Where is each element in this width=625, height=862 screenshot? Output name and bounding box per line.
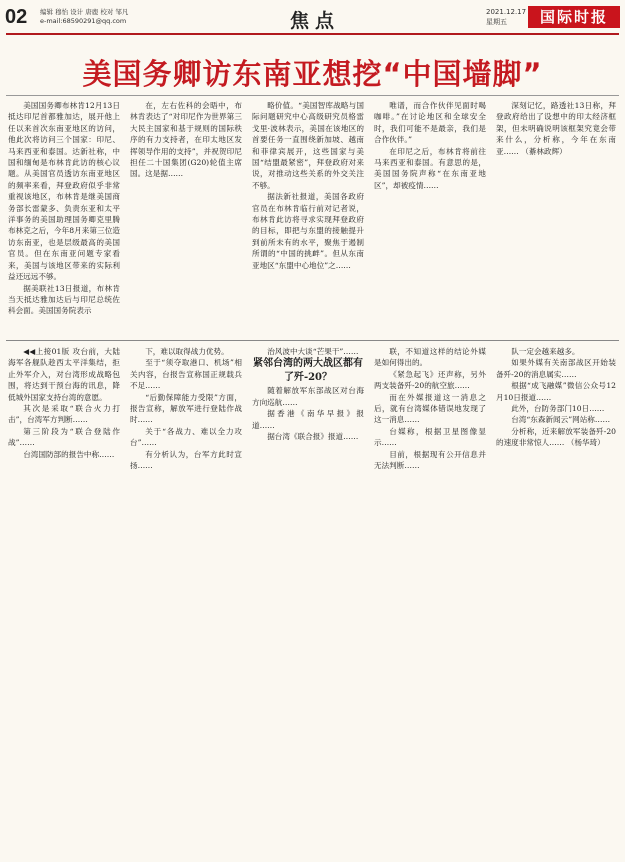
editor-line: 设计 唐鹿 bbox=[70, 8, 99, 16]
page-number: 02 bbox=[5, 6, 28, 28]
paragraph: “后勤保障能力受限”方面，报告宣称，解放军进行登陆作战时…… bbox=[130, 392, 242, 425]
paragraph: 深刻记忆，路透社13日称，拜登政府给出了设想中的印太经济框架，但未明确说明该框架究竟会带来什么，分析称，今年在东南亚…… （綦林政辉） bbox=[496, 101, 616, 156]
paragraph: 根据“成飞融媒”微信公众号12月10日报道…… bbox=[496, 381, 616, 402]
paragraph: 随着解放军东部战区对台海方向巡航…… bbox=[252, 386, 364, 407]
paragraph: 美国国务卿布林肯12月13日抵达印尼首都雅加达，展开他上任以来首次东南亚地区的访问，他此次将访问三个国家：印尼、马来西亚和泰国。达新社称，中国和缅甸是布林肯此访的核心议题。从美国官员透访东南亚地区的频率来看，拜登政府似乎非常重视该地区，布林肯是继美国商务部长雷蒙多、负责东亚和太平洋事务的美国助理国务卿克里腾布林克之后，今年8月来第三位造访东南亚，也是层级最高的美国官员。但在东南亚问题专家看来，美国与该地区带来的实际利益还远远不够。 bbox=[8, 101, 120, 282]
article-column-4 bbox=[374, 100, 486, 336]
paragraph: 治风波中大谈“芒果干”…… bbox=[267, 347, 359, 356]
paragraph: 略价值。“美国智库战略与国际问题研究中心高级研究员格雷戈里·波林表示，美国在该地区的首要任务一直围绕新加坡、越南和菲律宾展开，这些国家与美国“结盟最紧密”，拜登政府对来说，对推动这些关系的外交关注不够。 bbox=[252, 101, 364, 190]
article-separator bbox=[6, 340, 619, 341]
newspaper-logo: 国际时报 bbox=[528, 6, 620, 28]
headline: 美国务卿访东南亚想挖“中国墙脚” bbox=[82, 57, 543, 91]
editor-line: 校对 邹凡 bbox=[100, 8, 129, 16]
paragraph: 在印尼之后，布林肯将前往马来西亚和泰国。有意思的是，美国国务院声称“在东南亚地区”，却被疫情…… bbox=[374, 146, 486, 190]
paragraph: 在，左右佐科的会晤中，布林肯表达了“对印尼作为世界第三大民主国家和基于规则的国际秩序的有力支持者，在印太地区发挥领导作用的支持”，并祝贺印尼担任二十国集团(G20)轮值主席国。这是据…… bbox=[130, 101, 242, 179]
paragraph: 队一定会越来越多。 bbox=[511, 347, 580, 356]
paragraph: 而在外媒报道这一消息之后，就有台湾媒体错误地发现了这一消息…… bbox=[374, 392, 486, 425]
paragraph: 第三阶段为“联合登陆作战”…… bbox=[8, 426, 120, 448]
paragraph: 《紧急起飞》还声称，另外两支装备歼-20的航空旅…… bbox=[374, 369, 486, 391]
paragraph: 其次是采取“联合火力打击”，台湾军方判断…… bbox=[8, 404, 120, 425]
paragraph: 台湾“东森新闻云”网站称…… bbox=[511, 415, 611, 425]
subheading: 紧邻台湾的两大战区都有了歼-20？ bbox=[253, 358, 363, 384]
date-text: 2021.12.17 bbox=[486, 8, 527, 16]
section-title: 焦点 bbox=[290, 10, 341, 32]
article-column-2 bbox=[130, 100, 242, 336]
article-column-5 bbox=[496, 100, 616, 336]
paragraph: 据香港《南华早报》报道…… bbox=[252, 409, 364, 430]
lower-column-3 bbox=[252, 346, 364, 854]
paragraph: 关于“各战力、难以全力攻台”…… bbox=[130, 426, 242, 448]
paragraph: 有分析认为，台军方此时宣扬…… bbox=[130, 449, 242, 471]
lower-column-4 bbox=[374, 346, 486, 854]
paragraph: 至于“须夺取港口、机场”相关内容，台报告宣称国正规载兵不足…… bbox=[130, 358, 242, 391]
paragraph: 唯谱，而合作伙伴见面时喝咖啡。”在讨论地区和全球安全时，我们可能不是最亲，我们是合作伙伴。” bbox=[374, 101, 486, 145]
lower-column-2 bbox=[130, 346, 242, 854]
lower-column-1 bbox=[8, 346, 120, 854]
paragraph: ◀◀上接01版 攻台前，大陆海军各舰队趁西太平洋集结，拒止外军介入，对台湾形成战略包围，将达到干预台海的讯息，降低城外国家支持台湾的意愿。 bbox=[8, 347, 120, 402]
editor-email: e-mail:68590291@qq.com bbox=[40, 17, 127, 25]
weekday-text: 星期五 bbox=[486, 18, 507, 26]
editor-credits bbox=[40, 8, 128, 26]
paragraph: 分析称，近来解放军装备歼-20的速度非常惊人…… （杨华琦） bbox=[496, 426, 616, 448]
paragraph: 联，不知道这样的结论外媒是如何得出的。 bbox=[374, 347, 486, 368]
editor-line: 编辑 穆怡 bbox=[40, 8, 69, 16]
paragraph: 如果外媒有关南部战区开始装备歼-20的消息属实…… bbox=[496, 358, 616, 379]
issue-date bbox=[486, 7, 526, 27]
paragraph: 台媒称，根据卫星图像显示…… bbox=[374, 426, 486, 448]
header-rule bbox=[6, 33, 619, 35]
paragraph: 据台湾《联合报》报道…… bbox=[267, 432, 359, 442]
page-header bbox=[0, 0, 625, 38]
paragraph: 据美联社13日报道，布林肯当天抵达雅加达后与印尼总统佐科会面。美国国务院表示 bbox=[8, 283, 120, 316]
lower-column-5 bbox=[496, 346, 616, 854]
article-column-3 bbox=[252, 100, 364, 336]
paragraph: 据法新社报道，美国各政府官员在布林肯临行前对记者说，布林肯此访将寻求实现拜登政府的目标，即把与东盟的接触提升到前所未有的水平，聚焦于遏制所谓的“中国的挑衅”。但从东南亚地区“东盟中心地位”之…… bbox=[252, 192, 364, 270]
paragraph: 下，难以取得战力优势。 bbox=[145, 347, 229, 356]
paragraph: 目前，根据现有公开信息并无法判断…… bbox=[374, 449, 486, 471]
paragraph: 此外，台防务部门10日…… bbox=[511, 404, 605, 414]
headline-rule bbox=[6, 95, 619, 96]
paragraph: 台湾国防部的报告中称…… bbox=[23, 449, 115, 459]
article-column-1 bbox=[8, 100, 120, 336]
